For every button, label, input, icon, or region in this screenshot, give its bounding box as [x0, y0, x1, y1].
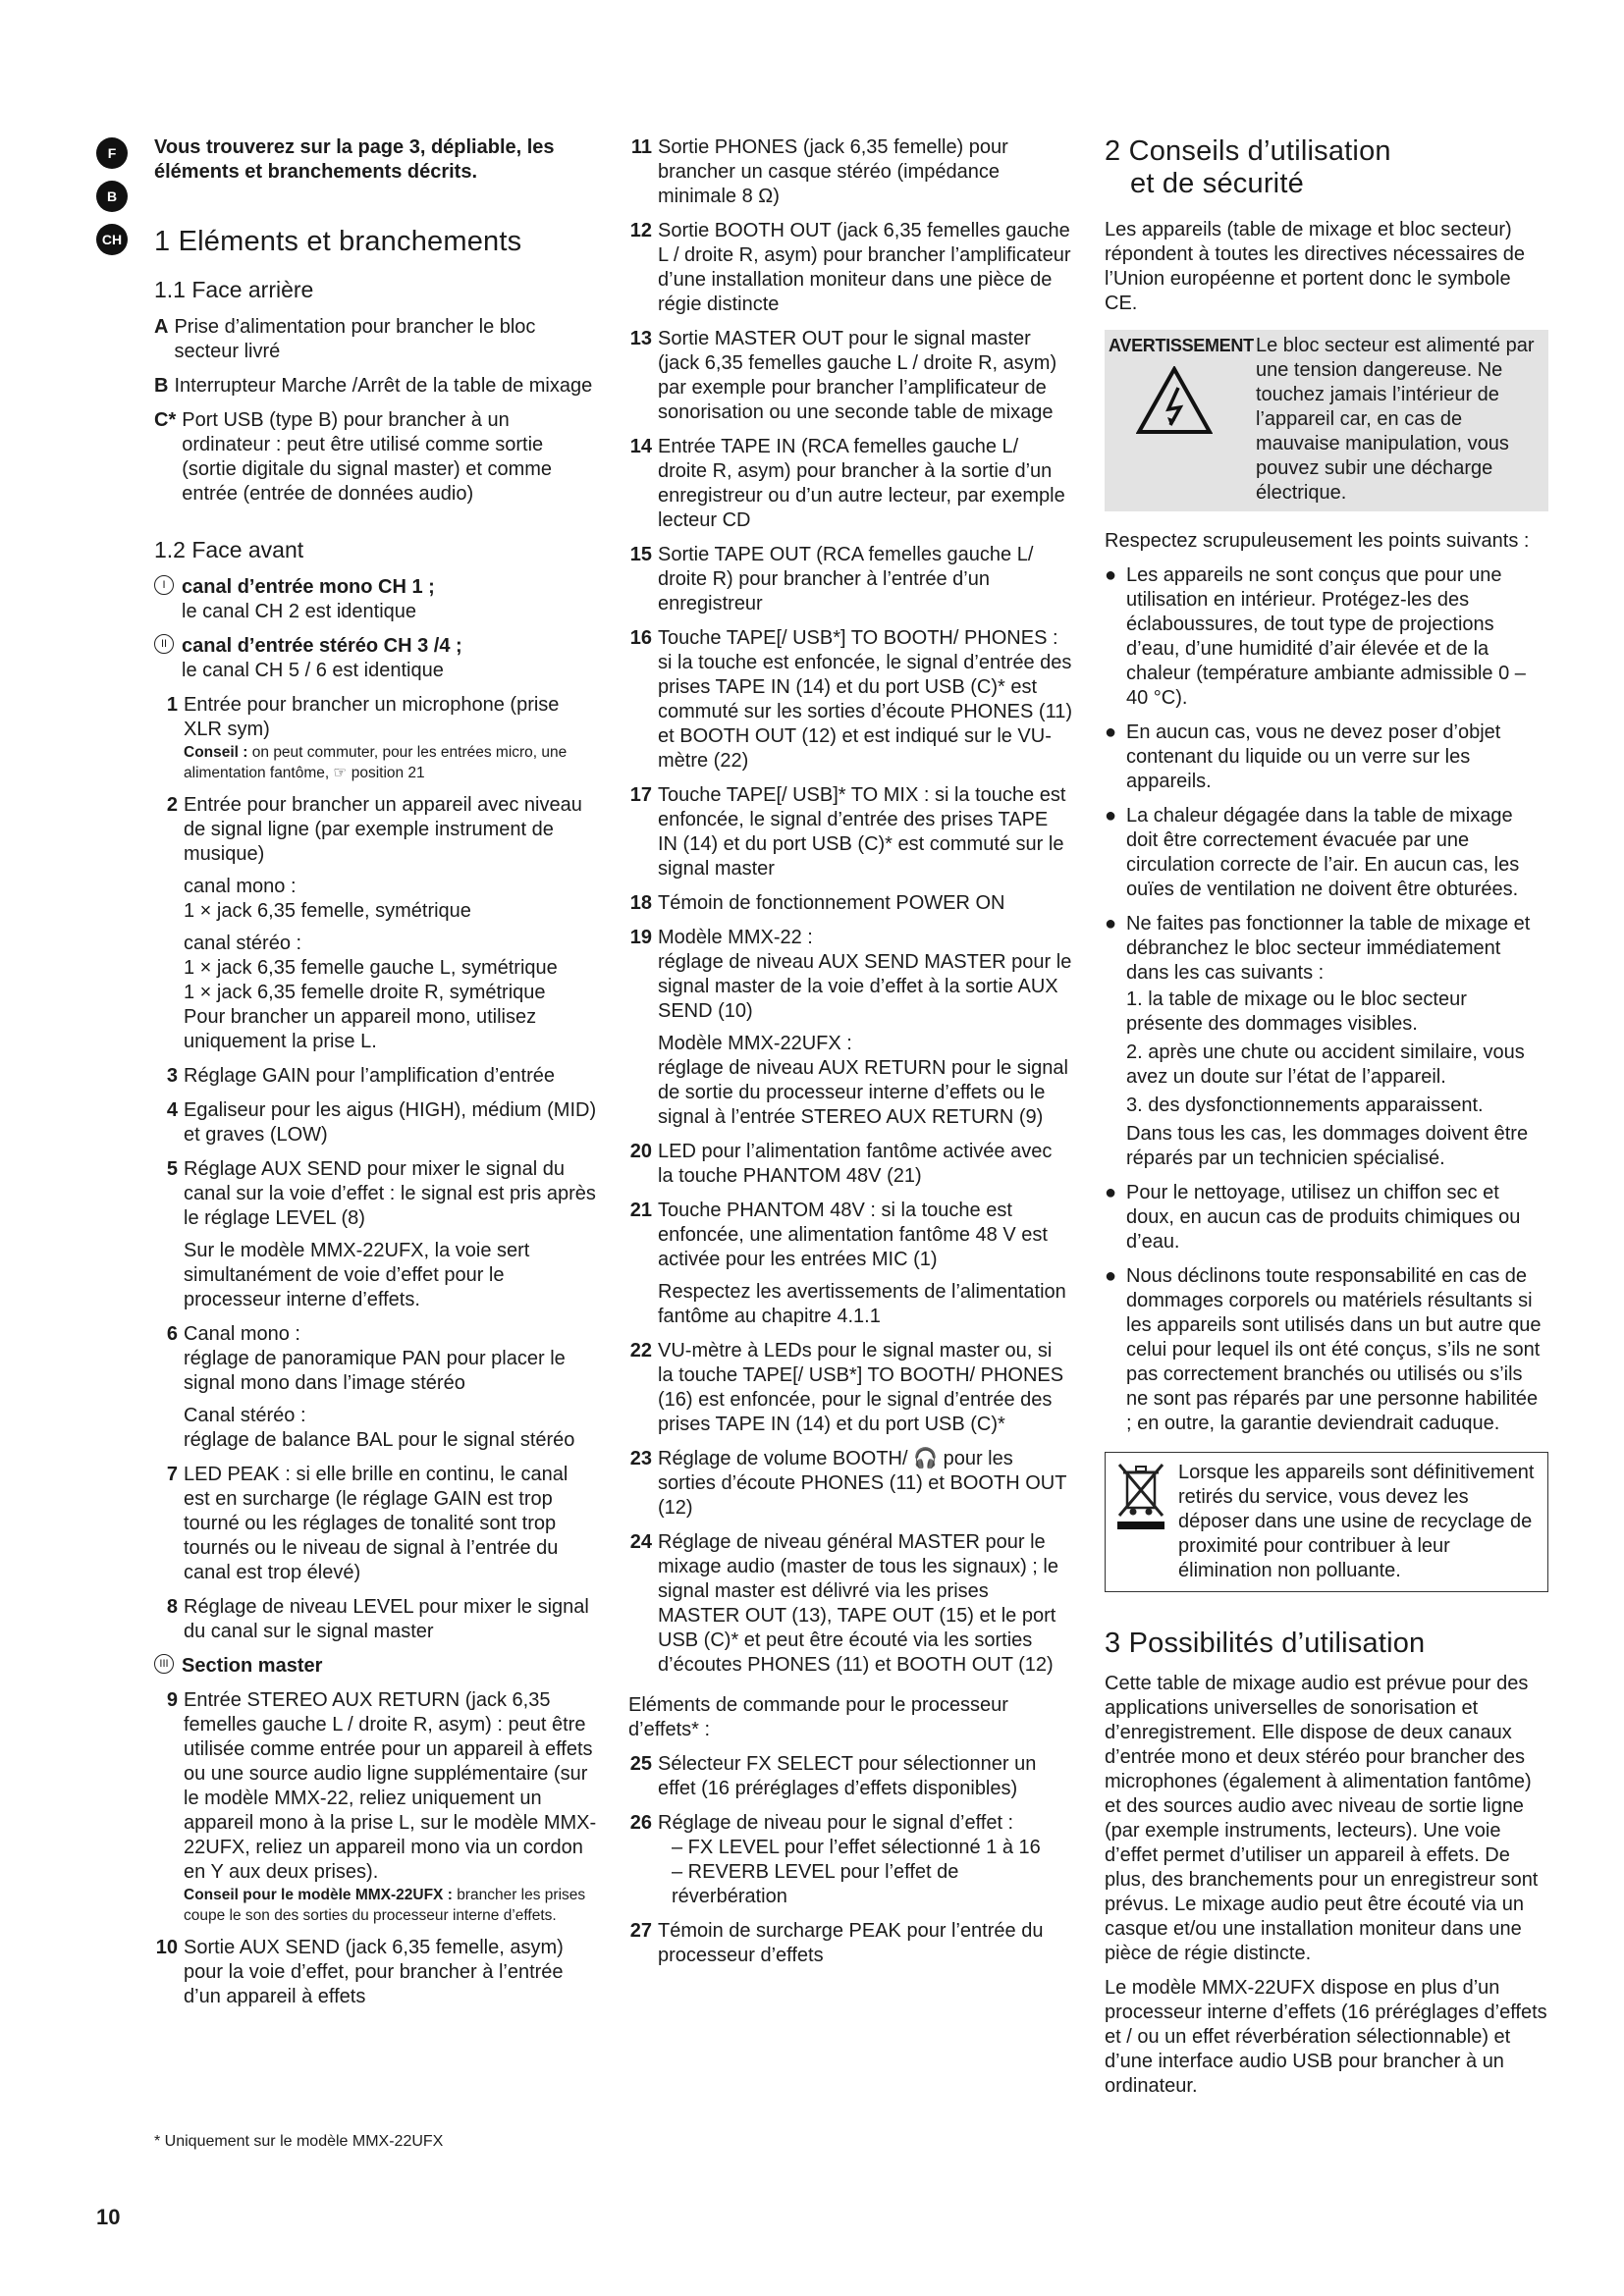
- warning-text: Le bloc secteur est alimenté par une tension dangereuse. Ne touchez jamais l’intérieur de l’appareil car, en cas de mauvaise manipulation, vous pouvez subir une décharge électrique.: [1256, 335, 1535, 504]
- ch1-heading: I canal d’entrée mono CH 1 ; le canal CH 2 est identique: [154, 575, 598, 624]
- rear-item-c: C* Port USB (type B) pour brancher à un ordinateur : peut être utilisé comme sortie (sortie digitale du signal master) et comme entrée (entrée de données audio): [154, 409, 553, 505]
- rear-item-b: B Interrupteur Marche /Arrêt de la table de mixage: [154, 375, 593, 397]
- recycling-text: Lorsque les appareils sont définitivement retirés du service, vous devez les déposer dans une usine de recyclage de proximité pour contribuer à leur élimination non polluante.: [1178, 1462, 1535, 1581]
- respect-text: Respectez scrupuleusement les points suivants :: [1105, 530, 1530, 552]
- front-item-25: 25 Sélecteur FX SELECT pour sélectionner un effet (16 préréglages d’effets disponibles): [629, 1753, 1037, 1799]
- front-item-22: 22 VU-mètre à LEDs pour le signal master ou, si la touche TAPE[/ USB*] TO BOOTH/ PHONES (16) est enfoncée, pour le signal d’entrée des prises TAPE IN (14) et du port USB (C)*: [629, 1340, 1064, 1435]
- front-item-1: 1 Entrée pour brancher un microphone (prise XLR sym) Conseil : on peut commuter, pour les entrées micro, une alimentation fantôme, ☞ position 21: [166, 694, 568, 781]
- front-panel-title: 1.2 Face avant: [154, 537, 304, 562]
- front-item-21: 21 Touche PHANTOM 48V : si la touche est enfoncée, une alimentation fantôme 48 V est activée pour les entrées MIC (1) Respectez les avertissements de l’alimentation fantôme au chapitre 4.1.1: [629, 1200, 1066, 1327]
- front-item-26: 26 Réglage de niveau pour le signal d’effet : – FX LEVEL pour l’effet sélectionné 1 à 16 – REVERB LEVEL pour l’effet de réverbération: [629, 1812, 1041, 1907]
- front-item-17: 17 Touche TAPE[/ USB]* TO MIX : si la touche est enfoncée, le signal d’entrée des prises TAPE IN (14) et du port USB (C)* est commuté sur le signal master: [629, 784, 1066, 880]
- column-1: [154, 135, 598, 2019]
- section-3-p1: Cette table de mixage audio est prévue pour des applications universelles de sonorisation et d’enregistrement. Elle dispose de deux canaux d’entrée mono et deux stéréo pour brancher des microphones (également à alimentation fantôme) et des sources audio avec niveau de sortie ligne (par exemple instruments, lecteurs). Une voie d’effet permet d’utiliser un appareil à effets. De plus, des branchements pour un enregistreur sont prévus. Le mixage audio peut être écouté via un casque et/ou une installation moniteur dans une pièce de régie distincte.: [1105, 1673, 1539, 1964]
- front-item-5: 5 Réglage AUX SEND pour mixer le signal du canal sur la voie d’effet : le signal est pris après le réglage LEVEL (8) Sur le modèle MMX-22UFX, la voie sert simultanément de voie d’effet pour le processeur interne d’effets.: [166, 1158, 596, 1310]
- safety-bullet-4: ● Ne faites pas fonctionner la table de mixage et débranchez le bloc secteur immédiatement dans les cas suivants : 1. la table de mixage ou le bloc secteur présente des dommages visibles. 2. après une chute ou accident similaire, vous avez un doute sur l’état de l’appareil. 3. des dysfonctionnements apparaissent.: [1105, 913, 1531, 1116]
- safety-bullet-5: ● Pour le nettoyage, utilisez un chiffon sec et doux, en aucun cas de produits chimiques ou d’eau.: [1105, 1182, 1521, 1253]
- intro-text: Vous trouverez sur la page 3, dépliable, les éléments et branchements décrits.: [154, 136, 555, 183]
- front-item-16: 16 Touche TAPE[/ USB*] TO BOOTH/ PHONES : si la touche est enfoncée, le signal d’entrée des prises TAPE IN (14) et du port USB (C)* est commuté sur les sorties d’écoute PHONES (11) et BOOTH OUT (12) et est indiqué sur le VU-mètre (22): [629, 627, 1073, 772]
- front-item-18: 18 Témoin de fonctionnement POWER ON: [629, 892, 1005, 914]
- front-item-11: 11 Sortie PHONES (jack 6,35 femelle) pour brancher un casque stéréo (impédance minimale 8 Ω): [630, 136, 1008, 207]
- recycling-box: [1105, 1452, 1548, 1592]
- roman-two-icon: II: [154, 634, 174, 654]
- page-number: 10: [96, 2205, 121, 2229]
- language-flags: [96, 137, 132, 267]
- front-item-20: 20 LED pour l’alimentation fantôme activée avec la touche PHANTOM 48V (21): [629, 1141, 1053, 1187]
- warning-title: AVERTISSEMENT: [1109, 336, 1254, 355]
- front-item-27: 27 Témoin de surcharge PEAK pour l’entrée du processeur d’effets: [629, 1920, 1044, 1966]
- section-2-title: 2 Conseils d’utilisation et de sécurité: [1105, 135, 1391, 199]
- front-item-14: 14 Entrée TAPE IN (RCA femelles gauche L/ droite R, asym) pour brancher à la sortie d’un enregistreur ou d’un autre lecteur, par exemple lecteur CD: [629, 436, 1065, 531]
- flag-ch: CH: [96, 224, 128, 255]
- safety-bullet-3: ● La chaleur dégagée dans la table de mixage doit être correctement évacuée par une circulation correcte de l’air. En aucun cas, les ouïes de ventilation ne doivent être obturées.: [1105, 805, 1520, 900]
- fx-intro: Eléments de commande pour le processeur d’effets* :: [628, 1694, 1008, 1740]
- rear-panel-title: 1.1 Face arrière: [154, 277, 314, 302]
- front-item-2: 2 Entrée pour brancher un appareil avec niveau de signal ligne (par exemple instrument de musique) canal mono : 1 × jack 6,35 femelle, symétrique canal stéréo : 1 × jack 6,35 femelle gauche L, symétrique 1 × jack 6,35 femelle droite R, symétrique Pour brancher un appareil mono, utilisez uniquement la prise L.: [166, 794, 582, 1052]
- warning-box: [1105, 330, 1548, 511]
- flag-f: F: [96, 137, 128, 169]
- section-3-title: 3 Possibilités d’utilisation: [1105, 1628, 1426, 1659]
- front-item-12: 12 Sortie BOOTH OUT (jack 6,35 femelles gauche L / droite R, asym) pour brancher l’amplificateur d’une installation moniteur dans une pièce de régie distincte: [629, 220, 1071, 315]
- front-item-23: 23 Réglage de volume BOOTH/ 🎧 pour les sorties d’écoute PHONES (11) et BOOTH OUT (12): [629, 1448, 1067, 1519]
- column-3: [1105, 135, 1548, 2109]
- weee-bin-icon: [1113, 1461, 1178, 1583]
- front-item-15: 15 Sortie TAPE OUT (RCA femelles gauche L/ droite R) pour brancher à l’entrée d’un enregistreur: [629, 544, 1034, 614]
- front-item-4: 4 Egaliseur pour les aigus (HIGH), médium (MID) et graves (LOW): [166, 1099, 597, 1146]
- front-item-8: 8 Réglage de niveau LEVEL pour mixer le signal du canal sur le signal master: [166, 1596, 589, 1642]
- front-item-19: 19 Modèle MMX-22 : réglage de niveau AUX SEND MASTER pour le signal master de la voie d’effet à la sortie AUX SEND (10) Modèle MMX-22UFX : réglage de niveau AUX RETURN pour le signal de sortie du processeur interne d’effets ou le signal à l’entrée STEREO AUX RETURN (9): [629, 927, 1072, 1128]
- safety-bullet-2: ● En aucun cas, vous ne devez poser d’objet contenant du liquide ou un verre sur les appareils.: [1105, 721, 1501, 792]
- front-item-9: 9 Entrée STEREO AUX RETURN (jack 6,35 femelles gauche L / droite R, asym) : peut être utilisée comme entrée pour un appareil à effets ou une source audio ligne supplémentaire (sur le modèle MMX-22, reliez uniquement un appareil mono à la prise L, sur le modèle MMX-22UFX, reliez un appareil mono via un cordon en Y aux deux prises). Conseil pour le modèle MMX-22UFX : brancher les prises coupe le son des sorties du processeur interne d’effets.: [166, 1689, 597, 1924]
- section-1-title: 1 Eléments et branchements: [154, 226, 522, 257]
- front-item-13: 13 Sortie MASTER OUT pour le signal master (jack 6,35 femelles gauche L / droite R, asym) par exemple pour brancher l’amplificateur de sonorisation ou une seconde table de mixage: [629, 328, 1057, 423]
- repair-text: Dans tous les cas, les dommages doivent être réparés par un technicien spécialisé.: [1126, 1123, 1529, 1169]
- rear-item-a: A Prise d’alimentation pour brancher le bloc secteur livré: [154, 316, 536, 362]
- front-item-3: 3 Réglage GAIN pour l’amplification d’entrée: [166, 1065, 555, 1087]
- column-2: [628, 135, 1072, 1978]
- safety-bullet-6: ● Nous déclinons toute responsabilité en cas de dommages corporels ou matériels résultants si les appareils sont utilisés dans un but autre que celui pour lequel ils ont été conçus, s’ils ne sont pas correctement branchés ou utilisés ou s’ils ne sont pas réparés par une personne habilitée ; en outre, la garantie deviendrait caduque.: [1105, 1265, 1542, 1434]
- section-3-p2: Le modèle MMX-22UFX dispose en plus d’un processeur interne d’effets (16 préréglages d’effets et / ou un effet réverbération sélectionnable) et d’une interface audio USB pour brancher à un ordinateur.: [1105, 1977, 1547, 2097]
- master-section-heading: III Section master: [154, 1654, 598, 1679]
- front-item-24: 24 Réglage de niveau général MASTER pour le mixage audio (master de tous les signaux) ; le signal master est délivré via les prises MASTER OUT (13), TAPE OUT (15) et le port USB (C)* et peut être écouté via les sorties d’écoutes PHONES (11) et BOOTH OUT (12): [629, 1531, 1058, 1676]
- front-item-10: 10 Sortie AUX SEND (jack 6,35 femelle, asym) pour la voie d’effet, pour brancher à l’entrée d’un appareil à effets: [155, 1937, 564, 2007]
- front-item-7: 7 LED PEAK : si elle brille en continu, le canal est en surcharge (le réglage GAIN est trop tourné ou les réglages de tonalité sont trop tournés ou le niveau de signal à l’entrée du canal est trop élevé): [166, 1464, 568, 1583]
- front-item-6: 6 Canal mono : réglage de panoramique PAN pour placer le signal mono dans l’image stéréo Canal stéréo : réglage de balance BAL pour le signal stéréo: [166, 1323, 575, 1451]
- roman-one-icon: I: [154, 575, 174, 595]
- footnote: * Uniquement sur le modèle MMX-22UFX: [154, 2133, 444, 2150]
- ch3-heading: II canal d’entrée stéréo CH 3 /4 ; le canal CH 5 / 6 est identique: [154, 634, 598, 683]
- section-2-intro: Les appareils (table de mixage et bloc secteur) répondent à toutes les directives nécessaires de l’Union européenne et portent donc le symbole CE.: [1105, 219, 1526, 314]
- electric-hazard-icon: [1136, 366, 1256, 442]
- roman-three-icon: III: [154, 1654, 174, 1674]
- flag-b: B: [96, 181, 128, 212]
- safety-bullet-1: ● Les appareils ne sont conçus que pour une utilisation en intérieur. Protégez-les des éclaboussures, de tout type de projections d’eau, d’une humidité d’air élevée et de la chaleur (température ambiante admissible 0 – 40 °C).: [1105, 564, 1526, 709]
